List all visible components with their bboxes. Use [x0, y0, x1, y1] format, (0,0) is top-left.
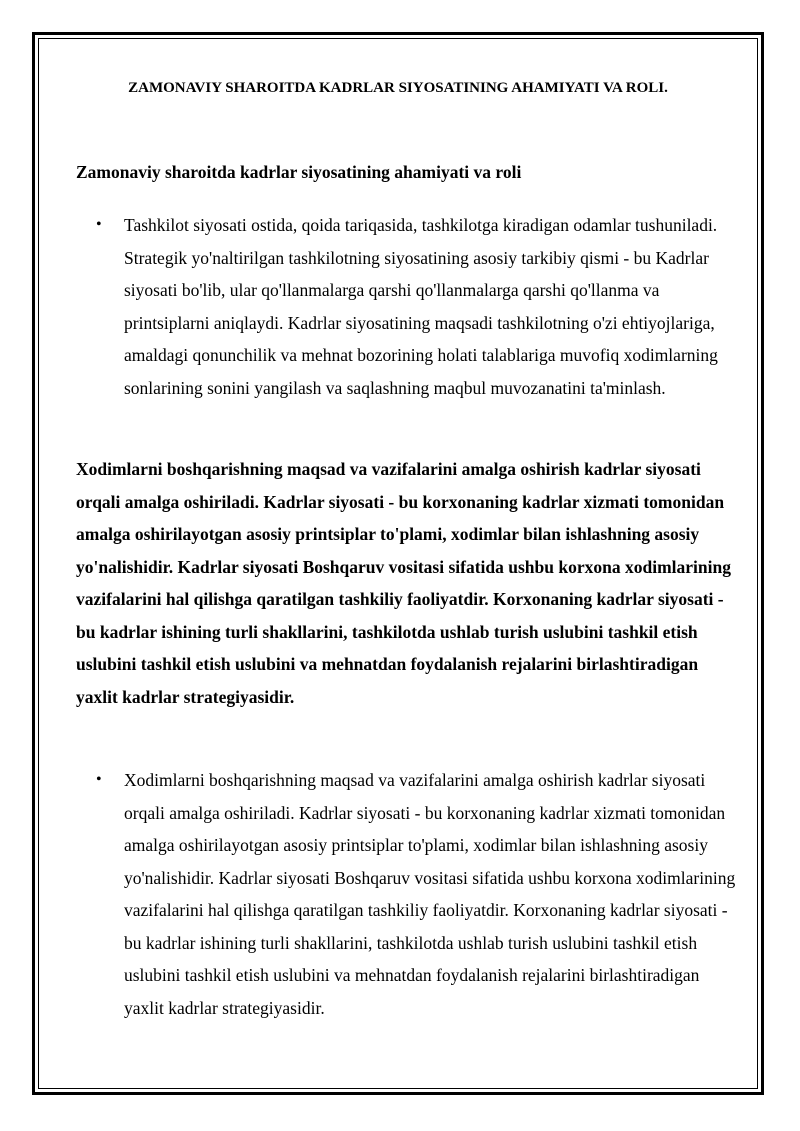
section-heading: Zamonaviy sharoitda kadrlar siyosatining ahamiyati va roli: [76, 162, 522, 182]
bullet-text-2: Xodimlarni boshqarishning maqsad va vazifalarini amalga oshirish kadrlar siyosati orqali amalga oshiriladi. Kadrlar siyosati - bu korxonaning kadrlar xizmati tomonidan amalga oshirilayotgan asosiy printsiplar to'plami, xodimlar bilan ishlashning asosiy yo'nalishidir. Kadrlar siyosati Boshqaruv vositasi sifatida ushbu korxona xodimlarining vazifalarini hal qilishga qaratilgan tashkiliy faoliyatdir. Korxonaning kadrlar siyosati - bu kadrlar ishining turli shakllarini, tashkilotda ushlab turish uslubini tashkil etish uslubini tashkil etish uslubini va mehnatdan foydalanish rejalarini birlashtiradigan yaxlit kadrlar strategiyasidir.: [124, 770, 736, 1018]
bullet-item-2: [76, 764, 740, 1024]
bullet-dot: •: [96, 771, 102, 788]
bullet-dot: •: [96, 216, 102, 233]
bullet-text-1: Tashkilot siyosati ostida, qoida tariqasida, tashkilotga kiradigan odamlar tushuniladi. Strategik yo'naltirilgan tashkilotning siyosatining asosiy tarkibiy qismi - bu Kadrlar siyosati bo'lib, ular qo'llanmalarga qarshi qo'llanmalarga qarshi qo'llanma va printsiplarni aniqlaydi. Kadrlar siyosatining maqsadi tashkilotning o'zi ehtiyojlariga, amaldagi qonunchilik va mehnat bozorining holati talablariga muvofiq xodimlarning sonlarining sonini yangilash va saqlashning maqbul muvozanatini ta'minlash.: [124, 215, 718, 398]
document-title: ZAMONAVIY SHAROITDA KADRLAR SIYOSATINING AHAMIYATI VA ROLI.: [128, 80, 668, 96]
bullet-item-1: [76, 209, 740, 404]
bold-paragraph: Xodimlarni boshqarishning maqsad va vazifalarini amalga oshirish kadrlar siyosati orqali amalga oshiriladi. Kadrlar siyosati - bu korxonaning kadrlar xizmati tomonidan amalga oshirilayotgan asosiy printsiplar to'plami, xodimlar bilan ishlashning asosiy yo'nalishidir. Kadrlar siyosati Boshqaruv vositasi sifatida ushbu korxona xodimlarining vazifalarini hal qilishga qaratilgan tashkiliy faoliyatdir. Korxonaning kadrlar siyosati - bu kadrlar ishining turli shakllarini, tashkilotda ushlab turish uslubini tashkil etish uslubini tashkil etish uslubini va mehnatdan foydalanish rejalarini birlashtiradigan yaxlit kadrlar strategiyasidir.: [76, 459, 731, 707]
